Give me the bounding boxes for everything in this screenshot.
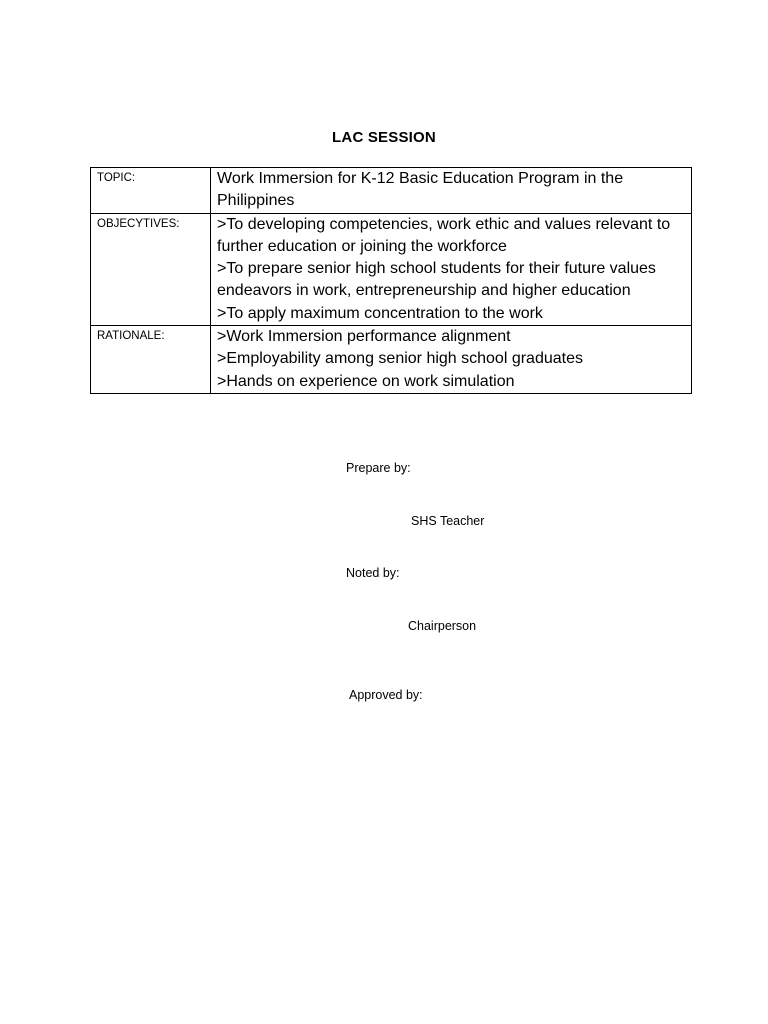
objectives-line: endeavors in work, entrepreneurship and higher education <box>217 282 631 300</box>
topic-content <box>211 168 692 214</box>
objectives-line: further education or joining the workforce <box>217 237 507 255</box>
topic-line: Work Immersion for K-12 Basic Education Program in the <box>217 170 624 187</box>
topic-line: Philippines <box>217 192 295 210</box>
objectives-line: >To apply maximum concentration to the work <box>217 304 543 322</box>
rationale-content <box>211 326 692 394</box>
rationale-label: RATIONALE: <box>91 326 211 394</box>
objectives-line: >To developing competencies, work ethic and values relevant to <box>217 215 671 233</box>
approved-by-label: Approved by: <box>349 688 423 702</box>
objectives-line: >To prepare senior high school students for their future values <box>217 260 656 278</box>
rationale-line: >Work Immersion performance alignment <box>217 328 511 346</box>
table-row-rationale <box>91 326 692 394</box>
noted-by-name: Chairperson <box>408 619 477 633</box>
table-row-topic <box>91 168 692 214</box>
rationale-line: >Employability among senior high school graduates <box>217 350 583 368</box>
objectives-label: OBJECYTIVES: <box>91 213 211 325</box>
objectives-content <box>211 213 692 325</box>
prepared-by-label: Prepare by: <box>346 461 411 475</box>
rationale-line: >Hands on experience on work simulation <box>217 372 515 390</box>
noted-by-label: Noted by: <box>346 566 400 580</box>
document-title: LAC SESSION <box>332 129 436 146</box>
lac-session-table <box>90 167 692 394</box>
table-row-objectives <box>91 213 692 325</box>
topic-label: TOPIC: <box>91 168 211 214</box>
prepared-by-name: SHS Teacher <box>411 514 485 528</box>
